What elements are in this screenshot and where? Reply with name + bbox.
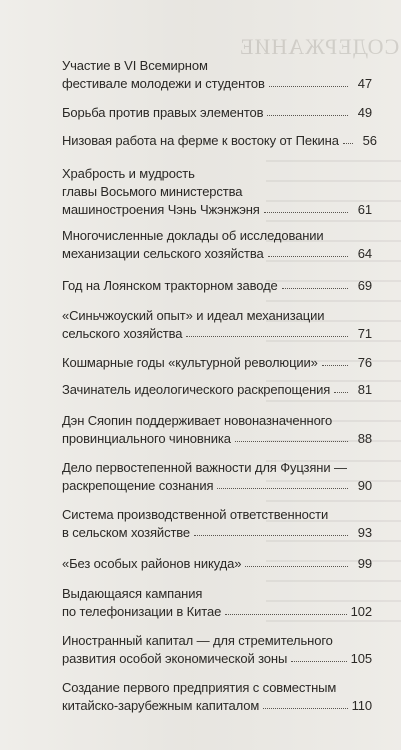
- page-number: 61: [357, 202, 372, 217]
- dot-leader: [264, 212, 348, 213]
- toc-entry-title-line: провинциального чиновника: [62, 431, 231, 446]
- toc-entry-title-line: «Синьчжоуский опыт» и идеал механизации: [62, 308, 325, 323]
- toc-entry-61: [62, 165, 372, 219]
- toc-entry-final-line: [62, 381, 372, 399]
- toc-entry-title-line: фестивале молодежи и студентов: [62, 76, 265, 91]
- page-number: 56: [362, 133, 377, 148]
- dot-leader: [235, 441, 348, 442]
- dot-leader: [282, 288, 348, 289]
- toc-entry-81: [62, 381, 372, 399]
- toc-entry-105: [62, 632, 372, 668]
- toc-entry-93: [62, 506, 372, 542]
- toc-entry-title-line: Зачинатель идеологического раскрепощения: [62, 382, 331, 397]
- toc-entry-76: [62, 354, 372, 372]
- page-number: 105: [350, 651, 372, 666]
- page-number: 88: [357, 431, 372, 446]
- dot-leader: [194, 535, 348, 536]
- dot-leader: [269, 86, 348, 87]
- toc-entry-final-line: [62, 201, 372, 219]
- toc-entry-final-line: [62, 354, 372, 372]
- toc-entry-title-line: развития особой экономической зоны: [62, 651, 288, 666]
- page-number: 81: [357, 382, 372, 397]
- page-number: 49: [357, 105, 372, 120]
- toc-entry-title-line: Иностранный капитал — для стремительного: [62, 633, 333, 648]
- toc-entry-title-line: Дело первостепенной важности для Фуцзяни —: [62, 460, 347, 475]
- toc-entry-final-line: [62, 697, 372, 715]
- toc-entry-title-line: главы Восьмого министерства: [62, 184, 243, 199]
- toc-entry-title-line: Выдающаяся кампания: [62, 586, 203, 601]
- page-number: 110: [351, 698, 372, 713]
- toc-entry-final-line: [62, 277, 372, 295]
- table-of-contents: [62, 57, 377, 728]
- page-number: 64: [357, 246, 372, 261]
- toc-entry-final-line: [62, 555, 372, 573]
- toc-entry-title-line: Многочисленные доклады об исследовании: [62, 228, 324, 243]
- toc-entry-title-line: раскрепощение сознания: [62, 478, 214, 493]
- page-number: 76: [357, 355, 372, 370]
- dot-leader: [245, 566, 348, 567]
- toc-entry-title-line: машиностроения Чэнь Чжэнжэня: [62, 202, 260, 217]
- toc-entry-88: [62, 412, 372, 448]
- toc-entry-102: [62, 585, 372, 621]
- dot-leader: [225, 614, 346, 615]
- page-number: 71: [357, 326, 372, 341]
- toc-entry-90: [62, 459, 372, 495]
- toc-entry-title-line: Система производственной ответственности: [62, 507, 329, 522]
- toc-entry-99: [62, 555, 372, 573]
- toc-entry-final-line: [62, 132, 377, 150]
- dot-leader: [186, 336, 348, 337]
- toc-entry-64: [62, 227, 372, 263]
- toc-entry-final-line: [62, 430, 372, 448]
- toc-entry-title-line: Участие в VI Всемирном: [62, 58, 208, 73]
- toc-entry-56: [62, 132, 377, 150]
- toc-entry-title-line: по телефонизации в Китае: [62, 604, 222, 619]
- toc-entry-47: [62, 57, 372, 93]
- dot-leader: [268, 256, 348, 257]
- toc-entry-title-line: Кошмарные годы «культурной революции»: [62, 355, 318, 370]
- toc-entry-title-line: Борьба против правых элементов: [62, 105, 264, 120]
- dot-leader: [291, 661, 346, 662]
- dot-leader: [334, 392, 348, 393]
- toc-entry-final-line: [62, 477, 372, 495]
- page-number: 90: [357, 478, 372, 493]
- bleed-through-heading: СОДЕРЖАНИЕ: [238, 34, 399, 59]
- toc-entry-title-line: механизации сельского хозяйства: [62, 246, 264, 261]
- toc-entry-69: [62, 277, 372, 295]
- dot-leader: [343, 143, 353, 144]
- toc-entry-title-line: Создание первого предприятия с совместным: [62, 680, 337, 695]
- page-number: 102: [350, 604, 372, 619]
- dot-leader: [322, 365, 348, 366]
- toc-entry-71: [62, 307, 372, 343]
- toc-entry-final-line: [62, 245, 372, 263]
- toc-entry-title-line: Храбрость и мудрость: [62, 166, 195, 181]
- dot-leader: [267, 115, 348, 116]
- page-number: 93: [357, 525, 372, 540]
- toc-entry-final-line: [62, 524, 372, 542]
- toc-entry-title-line: Дэн Сяопин поддерживает новоназначенного: [62, 413, 333, 428]
- toc-entry-title-line: «Без особых районов никуда»: [62, 556, 242, 571]
- dot-leader: [263, 708, 347, 709]
- toc-entry-110: [62, 679, 372, 715]
- dot-leader: [217, 488, 348, 489]
- toc-entry-title-line: Год на Лоянском тракторном заводе: [62, 278, 278, 293]
- page-number: 99: [357, 556, 372, 571]
- toc-entry-final-line: [62, 75, 372, 93]
- page-number: 69: [357, 278, 372, 293]
- toc-entry-title-line: китайско-зарубежным капиталом: [62, 698, 260, 713]
- toc-entry-title-line: Низовая работа на ферме к востоку от Пекина: [62, 133, 339, 148]
- toc-entry-final-line: [62, 325, 372, 343]
- toc-entry-final-line: [62, 104, 372, 122]
- toc-entry-final-line: [62, 603, 372, 621]
- toc-entry-final-line: [62, 650, 372, 668]
- toc-entry-title-line: сельского хозяйства: [62, 326, 183, 341]
- toc-entry-title-line: в сельском хозяйстве: [62, 525, 191, 540]
- toc-entry-49: [62, 104, 372, 122]
- page-number: 47: [357, 76, 372, 91]
